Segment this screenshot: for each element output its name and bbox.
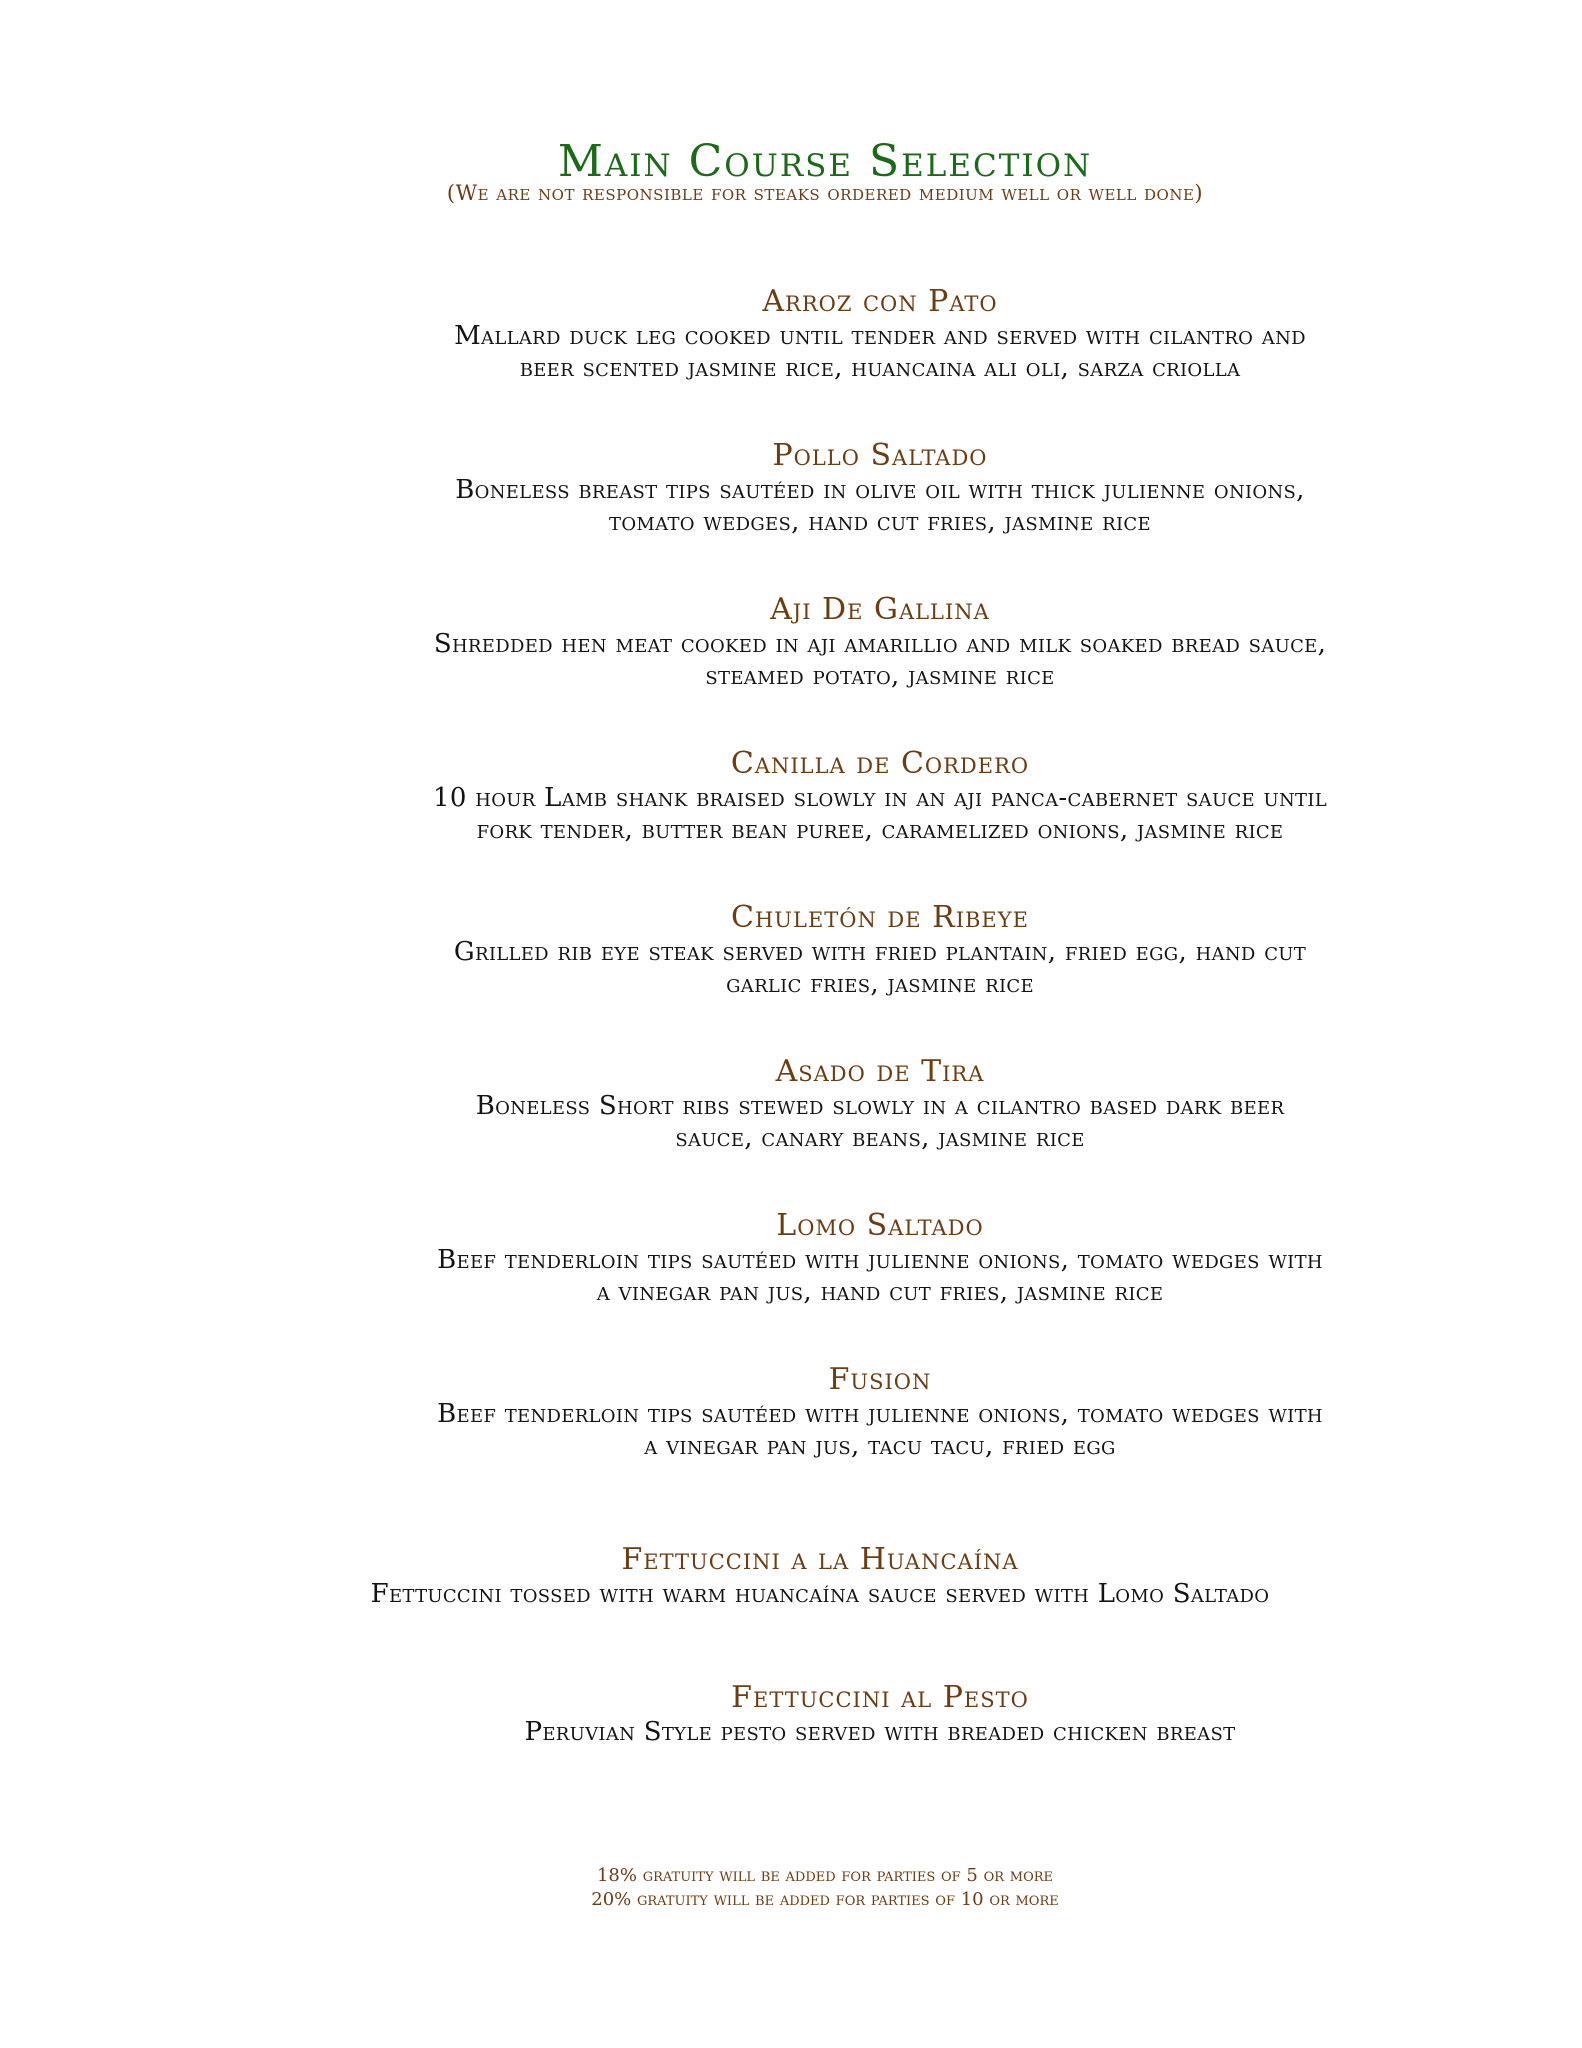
menu-item-name: Lomo Saltado xyxy=(776,1208,984,1243)
menu-item-name: Fettuccini a la Huancaína xyxy=(621,1542,1019,1577)
menu-item xyxy=(270,746,1490,846)
menu-item xyxy=(270,592,1490,692)
menu-item xyxy=(220,1542,1420,1610)
menu-item xyxy=(270,1054,1490,1154)
menu-item-description: Beef tenderloin tips sautéed with julienne onions, tomato wedges with a vinegar pan jus, tacu tacu, fried egg xyxy=(437,1399,1323,1461)
menu-item-name: Asado de Tira xyxy=(775,1054,985,1089)
menu-item xyxy=(270,438,1490,538)
menu-item-name: Fettuccini al Pesto xyxy=(731,1680,1029,1715)
menu-item-name: Pollo Saltado xyxy=(772,438,988,473)
menu-item-description: Mallard duck leg cooked until tender and served with cilantro and beer scented jasmine rice, huancaina ali oli, sarza criolla xyxy=(454,321,1306,383)
menu-item xyxy=(270,1680,1490,1748)
menu-item-description: 10 hour Lamb shank braised slowly in an aji panca-cabernet sauce until fork tender, butter bean puree, caramelized onions, jasmine rice xyxy=(432,783,1328,845)
menu-item xyxy=(270,1362,1490,1462)
page-subtitle: (We are not responsible for steaks ordered medium well or well done) xyxy=(446,181,1204,205)
menu-item-name: Chuletón de Ribeye xyxy=(731,900,1029,935)
menu-item xyxy=(270,1208,1490,1308)
menu-item xyxy=(270,900,1490,1000)
menu-item-name: Aji De Gallina xyxy=(770,592,990,627)
gratuity-note xyxy=(0,1864,1582,1912)
menu-item xyxy=(270,284,1490,384)
menu-item-name: Canilla de Cordero xyxy=(730,746,1030,781)
menu-item-description: Boneless breast tips sautéed in olive oil with thick julienne onions, tomato wedges, hand cut fries, jasmine rice xyxy=(455,475,1305,537)
menu-item-name: Fusion xyxy=(828,1362,932,1397)
menu-item-description: Shredded hen meat cooked in aji amarillio and milk soaked bread sauce, steamed potato, jasmine rice xyxy=(433,629,1327,691)
menu-item-name: Arroz con Pato xyxy=(762,284,998,319)
menu-item-description: Beef tenderloin tips sautéed with julienne onions, tomato wedges with a vinegar pan jus, hand cut fries, jasmine rice xyxy=(437,1245,1323,1307)
page-title: Main Course Selection xyxy=(557,136,1093,187)
gratuity-note-line: 20% gratuity will be added for parties of 10 or more xyxy=(591,1889,1059,1910)
menu-item-description: Fettuccini tossed with warm huancaína sauce served with Lomo Saltado xyxy=(370,1579,1270,1609)
gratuity-note-line: 18% gratuity will be added for parties of 5 or more xyxy=(596,1865,1054,1886)
menu-item-description: Grilled rib eye steak served with fried plantain, fried egg, hand cut garlic fries, jasmine rice xyxy=(453,937,1307,999)
menu-item-description: Boneless Short ribs stewed slowly in a cilantro based dark beer sauce, canary beans, jasmine rice xyxy=(475,1091,1285,1153)
menu-item-description: Peruvian Style pesto served with breaded chicken breast xyxy=(524,1717,1236,1747)
